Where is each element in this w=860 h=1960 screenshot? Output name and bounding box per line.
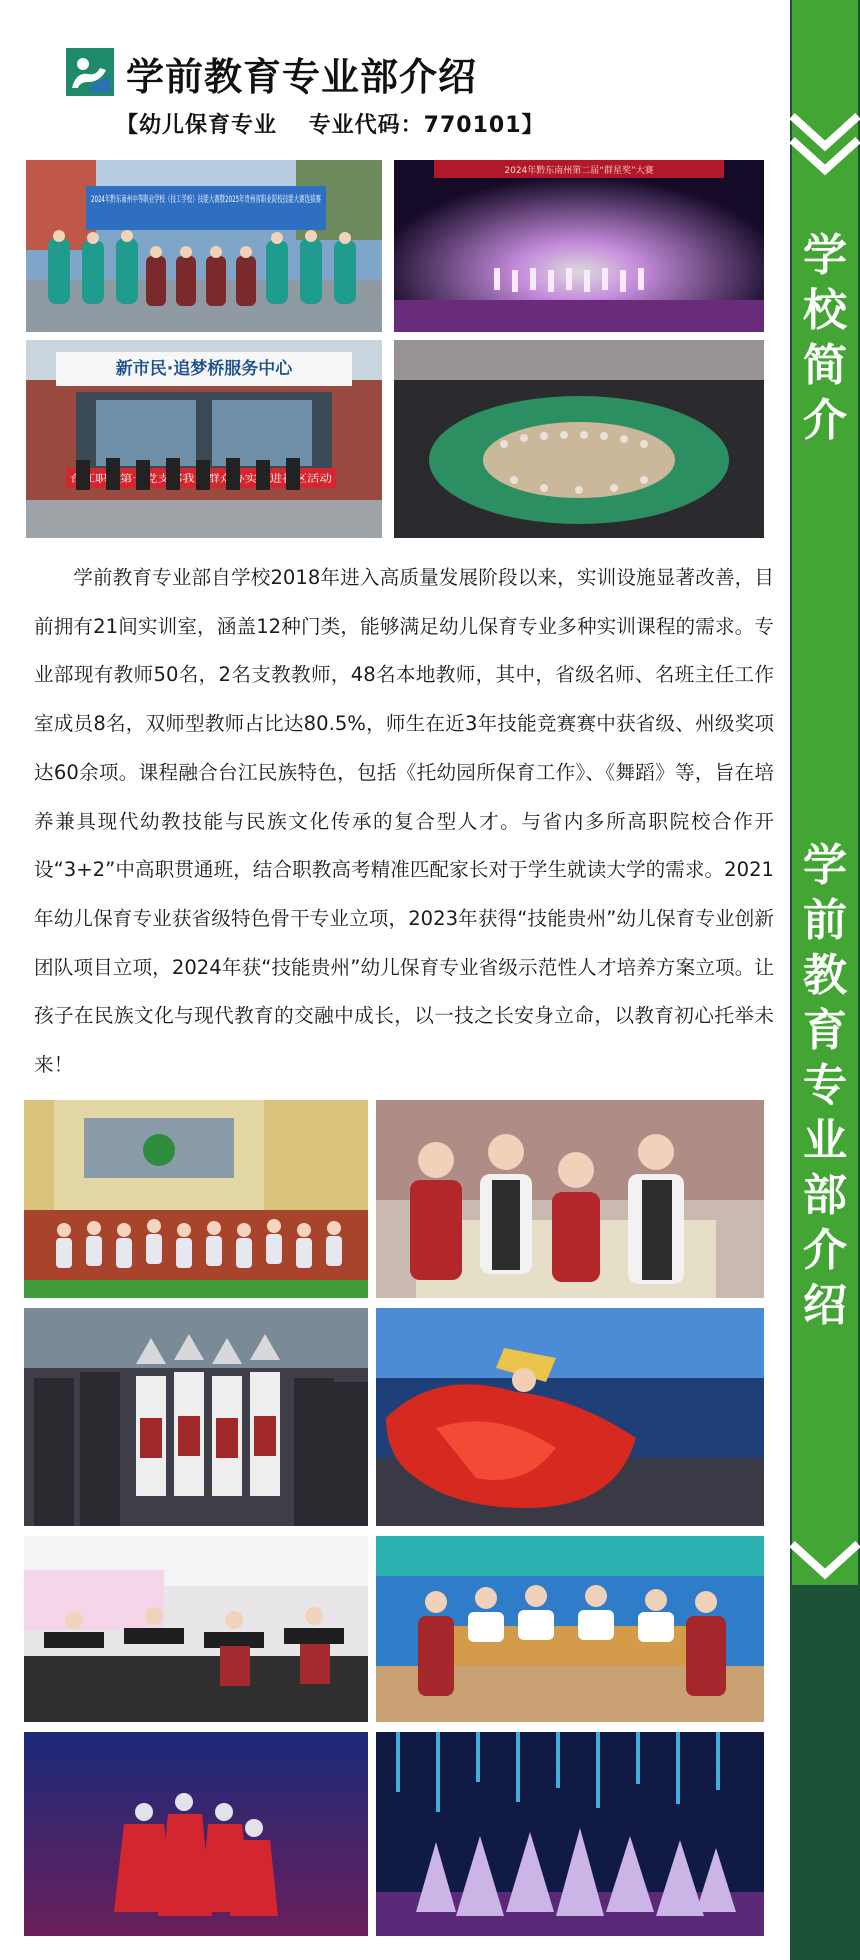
service-center-sign-text: 新市民·追梦桥服务中心 — [115, 359, 293, 379]
photo-kindergarten-children — [24, 1100, 368, 1298]
photo-red-dress-dancer — [376, 1308, 764, 1526]
major-code-subtitle: 【幼儿保育专业 专业代码：770101】 — [116, 113, 545, 138]
page-title: 学前教育专业部介绍 — [126, 55, 478, 99]
competition-sign-text: 2024年黔东南州中等职业学校（技工学校）技能大赛暨2025年贵州省职业院校技能大赛选拔赛 — [91, 195, 470, 205]
photo-dance-trio-stage — [24, 1732, 368, 1936]
stage-banner-text: 2024年黔东南州第二届“群星奖”大赛 — [504, 166, 654, 176]
photo-festival-crowd — [394, 340, 764, 538]
sidebar-heading-school-intro: 学 校 简 介 — [803, 230, 847, 446]
chevron-down-icon-bottom — [790, 1540, 860, 1600]
photo-community-service — [26, 340, 382, 538]
photo-classroom-study — [24, 1536, 368, 1722]
photo-stage-performance — [394, 160, 764, 332]
photo-ethnic-costume-students — [24, 1308, 368, 1526]
photo-infant-care-training — [376, 1100, 764, 1298]
photo-group-dance-stage — [376, 1732, 764, 1936]
photo-dance-team-group — [26, 160, 470, 332]
intro-paragraph: 学前教育专业部自学校2018年进入高质量发展阶段以来，实训设施显著改善，目前拥有21间实训室，涵盖12种门类，能够满足幼儿保育专业多种实训课程的需求。专业部现有教师50名，2名支教教师，48名本地教师，其中，省级名师、名班主任工作室成员8名，双师型教师占比达80.5%，师生在近3年技能竞赛赛中获省级、州级奖项达60余项。课程融合台江民族特色，包括《托幼园所保育工作》、《舞蹈》等，旨在培养兼具现代幼教技能与民族文化传承的复合型人才。与省内多所高职院校合作开设“3+2”中高职贯通班，结合职教高考精准匹配家长对于学生就读大学的需求。2021年幼儿保育专业获省级特色骨干专业立项，2023年获得“技能贵州”幼儿保育专业创新团队项目立项，2024年获“技能贵州”幼儿保育专业省级示范性人才培养方案立项。让孩子在民族文化与现代教育的交融中成长，以一技之长安身立命，以教育初心托举未来！ — [34, 566, 774, 1077]
sidebar-heading-department: 学 前 教 育 专 业 部 介 绍 — [803, 840, 847, 1331]
chevron-down-icon — [790, 112, 860, 192]
school-logo-icon — [66, 48, 114, 96]
photo-kindergarten-activity — [376, 1536, 764, 1722]
